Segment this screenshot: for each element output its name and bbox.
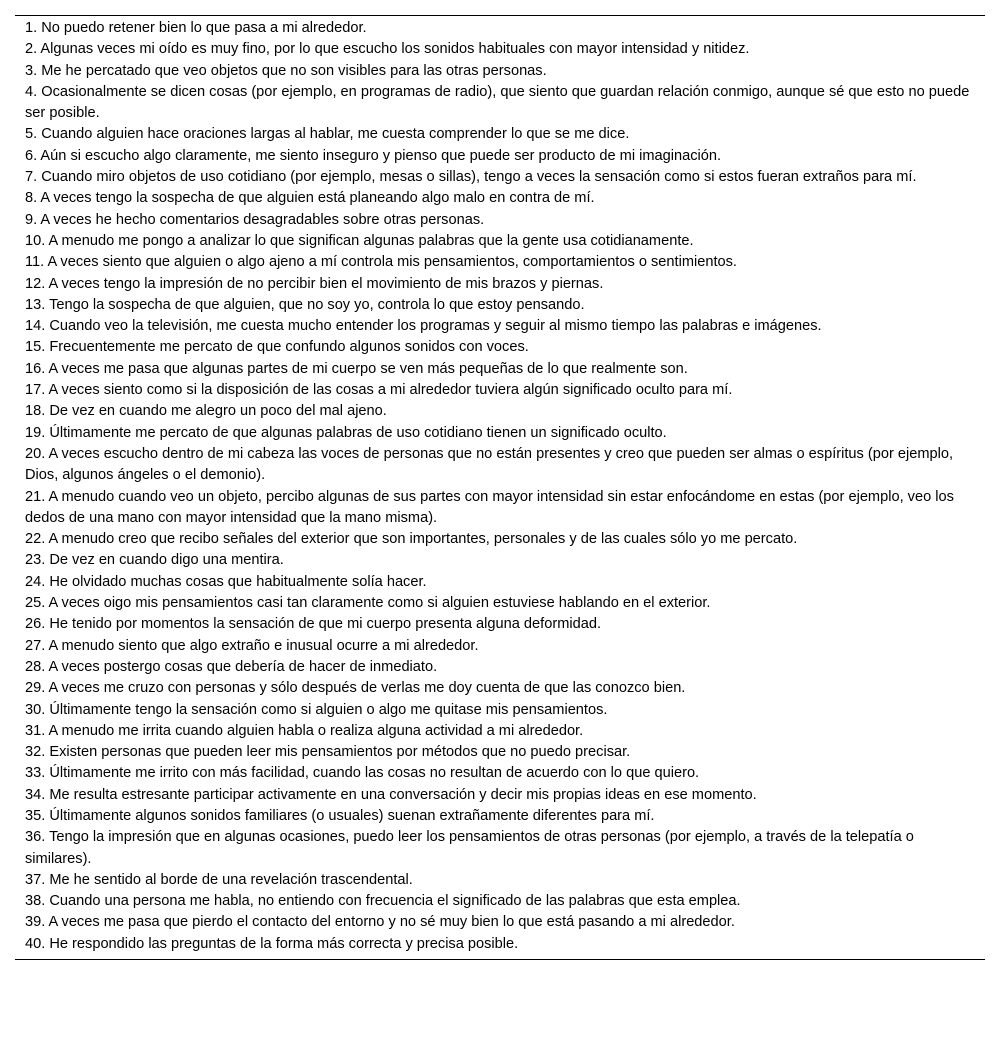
list-item: 6. Aún si escucho algo claramente, me siento inseguro y pienso que puede ser producto de mi imaginación. [25, 147, 722, 164]
list-item: 7. Cuando miro objetos de uso cotidiano (por ejemplo, mesas o sillas), tengo a veces la sensación como si estos fueran extraños para mí. [25, 169, 917, 186]
list-item: 4. Ocasionalmente se dicen cosas (por ejemplo, en programas de radio), que siento que guardan relación conmigo, aunque sé que esto no puede ser posible. [25, 83, 970, 122]
list-item: 40. He respondido las preguntas de la forma más correcta y precisa posible. [25, 935, 519, 952]
list-item: 21. A menudo cuando veo un objeto, percibo algunas de sus partes con mayor intensidad sin estar enfocándome en estas (por ejemplo, veo los dedos de una mano con mayor intensidad que la mano misma). [25, 488, 954, 526]
list-item: 2. Algunas veces mi oído es muy fino, por lo que escucho los sonidos habituales con mayor intensidad y nitidez. [25, 41, 750, 58]
list-item: 27. A menudo siento que algo extraño e inusual ocurre a mi alrededor. [25, 637, 479, 654]
list-item: 17. A veces siento como si la disposición de las cosas a mi alrededor tuviera algún significado oculto para mí. [25, 382, 733, 399]
list-item: 30. Últimamente tengo la sensación como si alguien o algo me quitase mis pensamientos. [25, 701, 608, 718]
list-item: 39. A veces me pasa que pierdo el contacto del entorno y no sé muy bien lo que está pasando a mi alrededor. [25, 914, 735, 931]
list-item: 38. Cuando una persona me habla, no entiendo con frecuencia el significado de las palabras que esta emplea. [25, 893, 741, 910]
list-item: 31. A menudo me irrita cuando alguien habla o realiza alguna actividad a mi alrededor. [25, 722, 584, 739]
list-item: 26. He tenido por momentos la sensación de que mi cuerpo presenta alguna deformidad. [25, 616, 601, 633]
list-item: 5. Cuando alguien hace oraciones largas al hablar, me cuesta comprender lo que se me dice. [25, 126, 630, 143]
list-item: 18. De vez en cuando me alegro un poco del mal ajeno. [25, 403, 387, 420]
questionnaire-table [15, 15, 985, 960]
list-item: 33. Últimamente me irrito con más facilidad, cuando las cosas no resultan de acuerdo con lo que quiero. [25, 765, 700, 782]
list-item: 20. A veces escucho dentro de mi cabeza las voces de personas que no están presentes y creo que pueden ser almas o espíritus (por ejemplo, Dios, algunos ángeles o el demonio). [25, 445, 954, 484]
list-item: 3. Me he percatado que veo objetos que no son visibles para las otras personas. [25, 62, 547, 79]
list-item: 36. Tengo la impresión que en algunas ocasiones, puedo leer los pensamientos de otras personas (por ejemplo, a través de la telepatía o similares). [25, 829, 914, 867]
list-item: 24. He olvidado muchas cosas que habitualmente solía hacer. [25, 573, 427, 590]
list-item: 10. A menudo me pongo a analizar lo que significan algunas palabras que la gente usa cotidianamente. [25, 232, 694, 249]
list-item: 37. Me he sentido al borde de una revelación trascendental. [25, 871, 413, 888]
list-item: 25. A veces oigo mis pensamientos casi tan claramente como si alguien estuviese hablando en el exterior. [25, 595, 711, 612]
list-item: 9. A veces he hecho comentarios desagradables sobre otras personas. [25, 211, 485, 228]
list-item: 11. A veces siento que alguien o algo ajeno a mí controla mis pensamientos, comportamientos o sentimientos. [25, 254, 737, 271]
list-item: 32. Existen personas que pueden leer mis pensamientos por métodos que no puedo precisar. [25, 744, 631, 761]
item-list [15, 18, 985, 955]
list-item: 23. De vez en cuando digo una mentira. [25, 552, 284, 569]
list-item: 35. Últimamente algunos sonidos familiares (o usuales) suenan extrañamente diferentes para mí. [25, 807, 655, 824]
list-item: 34. Me resulta estresante participar activamente en una conversación y decir mis propias ideas en ese momento. [25, 786, 757, 803]
list-item: 8. A veces tengo la sospecha de que alguien está planeando algo malo en contra de mí. [25, 190, 595, 207]
list-item: 1. No puedo retener bien lo que pasa a mi alrededor. [25, 20, 367, 36]
list-item: 16. A veces me pasa que algunas partes de mi cuerpo se ven más pequeñas de lo que realmente son. [25, 360, 688, 377]
list-item: 15. Frecuentemente me percato de que confundo algunos sonidos con voces. [25, 339, 529, 356]
list-item: 29. A veces me cruzo con personas y sólo después de verlas me doy cuenta de que las conozco bien. [25, 680, 686, 697]
list-item: 28. A veces postergo cosas que debería de hacer de inmediato. [25, 658, 438, 675]
list-item: 22. A menudo creo que recibo señales del exterior que son importantes, personales y de las cuales sólo yo me percato. [25, 531, 798, 548]
list-item: 14. Cuando veo la televisión, me cuesta mucho entender los programas y seguir al mismo tiempo las palabras e imágenes. [25, 318, 822, 335]
list-item: 19. Últimamente me percato de que algunas palabras de uso cotidiano tienen un significado oculto. [25, 424, 667, 441]
list-item: 13. Tengo la sospecha de que alguien, que no soy yo, controla lo que estoy pensando. [25, 296, 585, 313]
list-item: 12. A veces tengo la impresión de no percibir bien el movimiento de mis brazos y piernas. [25, 275, 604, 292]
